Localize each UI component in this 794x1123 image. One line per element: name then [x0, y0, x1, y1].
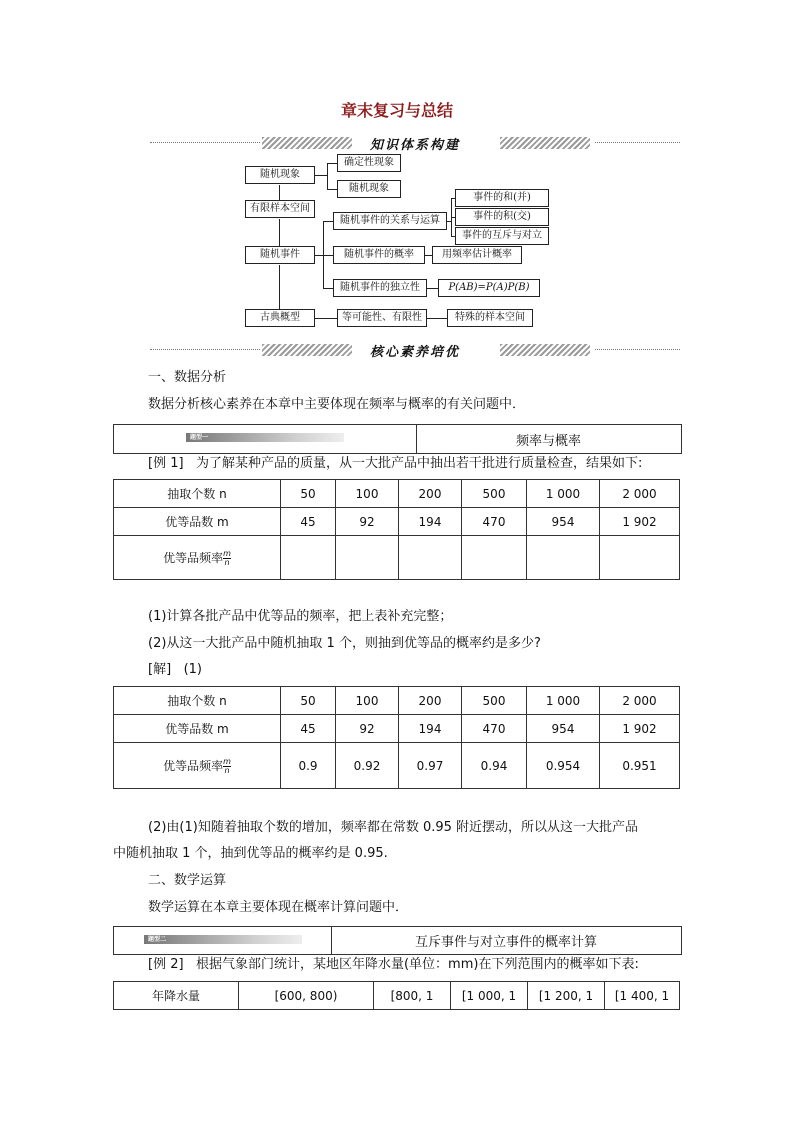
answer2-line1: (2)由(1)知随着抽取个数的增加，频率都在常数 0.95 附近摆动，所以从这一大批产品 — [148, 820, 639, 835]
rain-range: [800, 1 — [374, 982, 451, 1010]
cell-n: 500 — [462, 480, 527, 508]
cell-n: 2 000 — [600, 687, 680, 715]
topic-tag-2: 题型二 — [144, 935, 302, 944]
table-row — [114, 687, 680, 715]
example2-text: 根据气象部门统计，某地区年降水量(单位：mm)在下列范围内的概率如下表: — [195, 957, 639, 972]
cell-empty — [600, 536, 680, 580]
cell-m: 45 — [281, 508, 336, 536]
table-row — [114, 536, 680, 580]
section2-heading: 二、数学运算 — [148, 873, 227, 888]
table-rainfall — [113, 981, 680, 1010]
cell-m: 194 — [399, 508, 462, 536]
section1-intro: 数据分析核心素养在本章中主要体现在频率与概率的有关问题中． — [148, 397, 526, 412]
node-finite-sample-space: 有限样本空间 — [245, 200, 315, 218]
cell-freq: 0.97 — [399, 743, 462, 789]
topic-box-1 — [113, 424, 682, 454]
row-label-m: 优等品数 m — [114, 508, 281, 536]
node-random: 随机现象 — [337, 180, 401, 198]
node-random-phenomenon-root: 随机现象 — [245, 166, 315, 184]
table-row — [114, 508, 680, 536]
solution-label: [解] — [148, 662, 172, 677]
row-label-freq: 优等品频率 $\frac{m}{n}$ — [114, 536, 281, 580]
node-sum: 事件的和(并) — [455, 189, 549, 207]
node-random-event: 随机事件 — [245, 246, 315, 264]
section2-intro: 数学运算在本章主要体现在概率计算问题中． — [148, 900, 409, 915]
banner-core-text: 核心素养培优 — [370, 345, 461, 360]
cell-m: 954 — [527, 715, 600, 743]
section1-heading: 一、数据分析 — [148, 370, 227, 385]
cell-n: 2 000 — [600, 480, 680, 508]
cell-freq: 0.94 — [462, 743, 527, 789]
fraction-m-over-n: $\frac{m}{n}$ — [223, 548, 231, 567]
answer2-line2: 中随机抽取 1 个，抽到优等品的概率约是 0.95. — [113, 846, 388, 861]
rain-range: [1 400, 1 — [605, 982, 680, 1010]
node-probability: 随机事件的概率 — [333, 246, 425, 264]
topic-tag-1: 题型一 — [186, 433, 344, 442]
cell-m: 1 902 — [600, 508, 680, 536]
table-row — [114, 982, 680, 1010]
cell-n: 500 — [462, 687, 527, 715]
cell-freq: 0.951 — [600, 743, 680, 789]
table-row — [114, 715, 680, 743]
page-title: 章末复习与总结 — [340, 101, 453, 120]
cell-m: 954 — [527, 508, 600, 536]
example1-line — [148, 454, 642, 474]
cell-m: 470 — [462, 715, 527, 743]
cell-m: 470 — [462, 508, 527, 536]
cell-empty — [336, 536, 399, 580]
cell-n: 1 000 — [527, 687, 600, 715]
node-freq-estimate: 用频率估计概率 — [432, 246, 522, 264]
row-label-freq: 优等品频率 $\frac{m}{n}$ — [114, 743, 281, 789]
cell-m: 45 — [281, 715, 336, 743]
section-banner-core — [150, 342, 680, 358]
example1-text: 为了解某种产品的质量，从一大批产品中抽出若干批进行质量检查，结果如下: — [195, 456, 643, 471]
cell-n: 50 — [281, 480, 336, 508]
row-label-n: 抽取个数 n — [114, 687, 281, 715]
cell-n: 50 — [281, 687, 336, 715]
cell-empty — [399, 536, 462, 580]
node-relations-ops: 随机事件的关系与运算 — [333, 212, 447, 230]
table-row — [114, 480, 680, 508]
cell-freq: 0.92 — [336, 743, 399, 789]
example1-label: [例 1] — [148, 456, 184, 471]
table-example1-question — [113, 479, 680, 580]
topic-title-1: 频率与概率 — [515, 434, 581, 449]
row-label-n: 抽取个数 n — [114, 480, 281, 508]
table-example1-solution — [113, 686, 680, 789]
row-label-m: 优等品数 m — [114, 715, 281, 743]
cell-n: 100 — [336, 480, 399, 508]
fraction-m-over-n: $\frac{m}{n}$ — [223, 756, 231, 775]
section-banner-knowledge — [150, 135, 680, 151]
cell-m: 92 — [336, 508, 399, 536]
example2-label: [例 2] — [148, 957, 184, 972]
rain-label: 年降水量 — [114, 982, 239, 1010]
solution-part: (1) — [183, 662, 202, 677]
question-1: (1)计算各批产品中优等品的频率，把上表补充完整； — [148, 609, 453, 624]
cell-n: 1 000 — [527, 480, 600, 508]
rain-range: [1 200, 1 — [528, 982, 605, 1010]
banner-knowledge-text: 知识体系构建 — [370, 138, 461, 153]
cell-freq: 0.9 — [281, 743, 336, 789]
cell-n: 200 — [399, 480, 462, 508]
example2-line — [148, 955, 639, 975]
rain-range: [600, 800) — [239, 982, 374, 1010]
node-mutex: 事件的互斥与对立 — [455, 227, 549, 245]
topic-box-2 — [113, 926, 682, 955]
node-product: 事件的积(交) — [455, 208, 549, 226]
cell-empty — [462, 536, 527, 580]
node-indep-formula: P(AB)=P(A)P(B) — [438, 279, 540, 297]
solution-line — [148, 660, 202, 680]
cell-m: 92 — [336, 715, 399, 743]
node-special-space: 特殊的样本空间 — [447, 309, 533, 327]
node-deterministic: 确定性现象 — [337, 154, 401, 172]
node-independence: 随机事件的独立性 — [333, 279, 427, 297]
cell-m: 1 902 — [600, 715, 680, 743]
cell-n: 200 — [399, 687, 462, 715]
cell-n: 100 — [336, 687, 399, 715]
rain-range: [1 000, 1 — [451, 982, 528, 1010]
node-classical: 古典概型 — [245, 309, 315, 327]
topic-title-2: 互斥事件与对立事件的概率计算 — [414, 935, 597, 950]
cell-m: 194 — [399, 715, 462, 743]
cell-freq: 0.954 — [527, 743, 600, 789]
cell-empty — [527, 536, 600, 580]
node-equal-finite: 等可能性、有限性 — [337, 309, 427, 327]
table-row — [114, 743, 680, 789]
question-2: (2)从这一大批产品中随机抽取 1 个，则抽到优等品的概率约是多少? — [148, 636, 541, 651]
cell-empty — [281, 536, 336, 580]
